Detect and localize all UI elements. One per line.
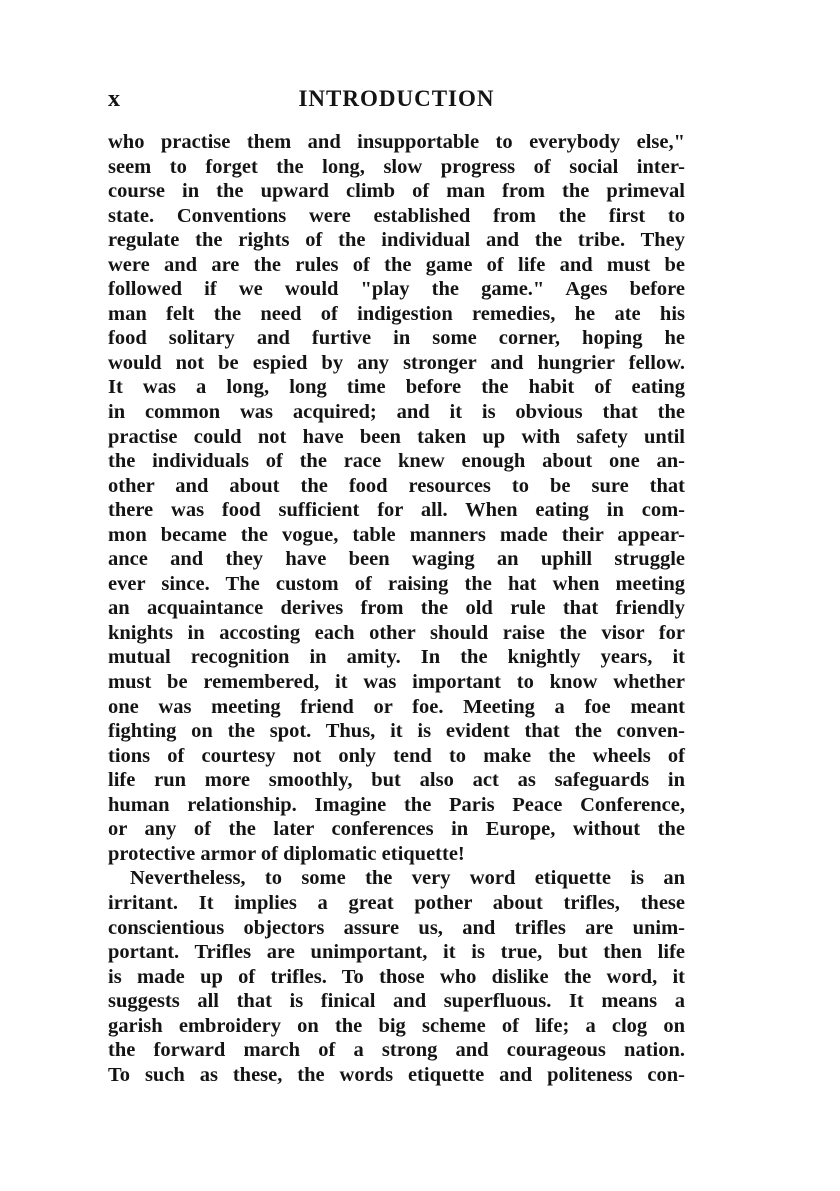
text-line: fighting on the spot. Thus, it is evident that the conven-	[108, 720, 685, 743]
text-line: It was a long, long time before the habit of eating	[108, 376, 685, 399]
text-line: the forward march of a strong and courageous nation.	[108, 1039, 685, 1062]
text-line: tions of courtesy not only tend to make the wheels of	[108, 744, 685, 767]
text-line: suggests all that is finical and superfluous. It means a	[108, 990, 685, 1013]
text-line: mon became the vogue, table manners made their appear-	[108, 523, 685, 546]
text-line: man felt the need of indigestion remedies, he ate his	[108, 302, 685, 325]
text-line: life run more smoothly, but also act as safeguards in	[108, 769, 685, 792]
running-head	[108, 80, 685, 120]
text-line: there was food sufficient for all. When eating in com-	[108, 499, 685, 522]
text-line: the individuals of the race knew enough about one an-	[108, 450, 685, 473]
text-line: garish embroidery on the big scheme of life; a clog on	[108, 1014, 685, 1037]
book-page	[108, 80, 685, 1087]
text-line: ever since. The custom of raising the hat when meeting	[108, 572, 685, 595]
text-line: knights in accosting each other should raise the visor for	[108, 621, 685, 644]
text-line: irritant. It implies a great pother about trifles, these	[108, 891, 685, 914]
text-line: who practise them and insupportable to everybody else,"	[108, 131, 685, 153]
page-number: x	[108, 86, 121, 112]
text-line: regulate the rights of the individual and the tribe. They	[108, 229, 685, 252]
text-line: To such as these, the words etiquette and politeness con-	[108, 1063, 685, 1086]
text-line: followed if we would "play the game." Ages before	[108, 278, 685, 301]
text-line: in common was acquired; and it is obvious that the	[108, 401, 685, 424]
text-line: course in the upward climb of man from the primeval	[108, 180, 685, 203]
text-line: were and are the rules of the game of life and must be	[108, 253, 685, 276]
text-line: would not be espied by any stronger and hungrier fellow.	[108, 351, 685, 374]
text-line: must be remembered, it was important to know whether	[108, 671, 685, 694]
text-line: food solitary and furtive in some corner, hoping he	[108, 327, 685, 350]
text-line: state. Conventions were established from the first to	[108, 204, 685, 227]
text-line: Nevertheless, to some the very word etiquette is an	[130, 867, 685, 890]
text-line: one was meeting friend or foe. Meeting a foe meant	[108, 695, 685, 718]
body-text	[108, 130, 685, 1087]
text-line: ance and they have been waging an uphill struggle	[108, 548, 685, 571]
running-title: INTRODUCTION	[298, 86, 495, 111]
text-line: an acquaintance derives from the old rule that friendly	[108, 597, 685, 620]
text-line: practise could not have been taken up with safety until	[108, 425, 685, 448]
text-line: human relationship. Imagine the Paris Peace Conference,	[108, 793, 685, 816]
text-line: conscientious objectors assure us, and trifles are unim-	[108, 916, 685, 939]
text-line: other and about the food resources to be sure that	[108, 474, 685, 497]
text-line: protective armor of diplomatic etiquette!	[108, 842, 465, 865]
text-line: portant. Trifles are unimportant, it is true, but then life	[108, 941, 685, 964]
text-line: mutual recognition in amity. In the knightly years, it	[108, 646, 685, 669]
text-line: seem to forget the long, slow progress of social inter-	[108, 155, 685, 178]
text-line: or any of the later conferences in Europe, without the	[108, 818, 685, 841]
text-line: is made up of trifles. To those who dislike the word, it	[108, 965, 685, 988]
